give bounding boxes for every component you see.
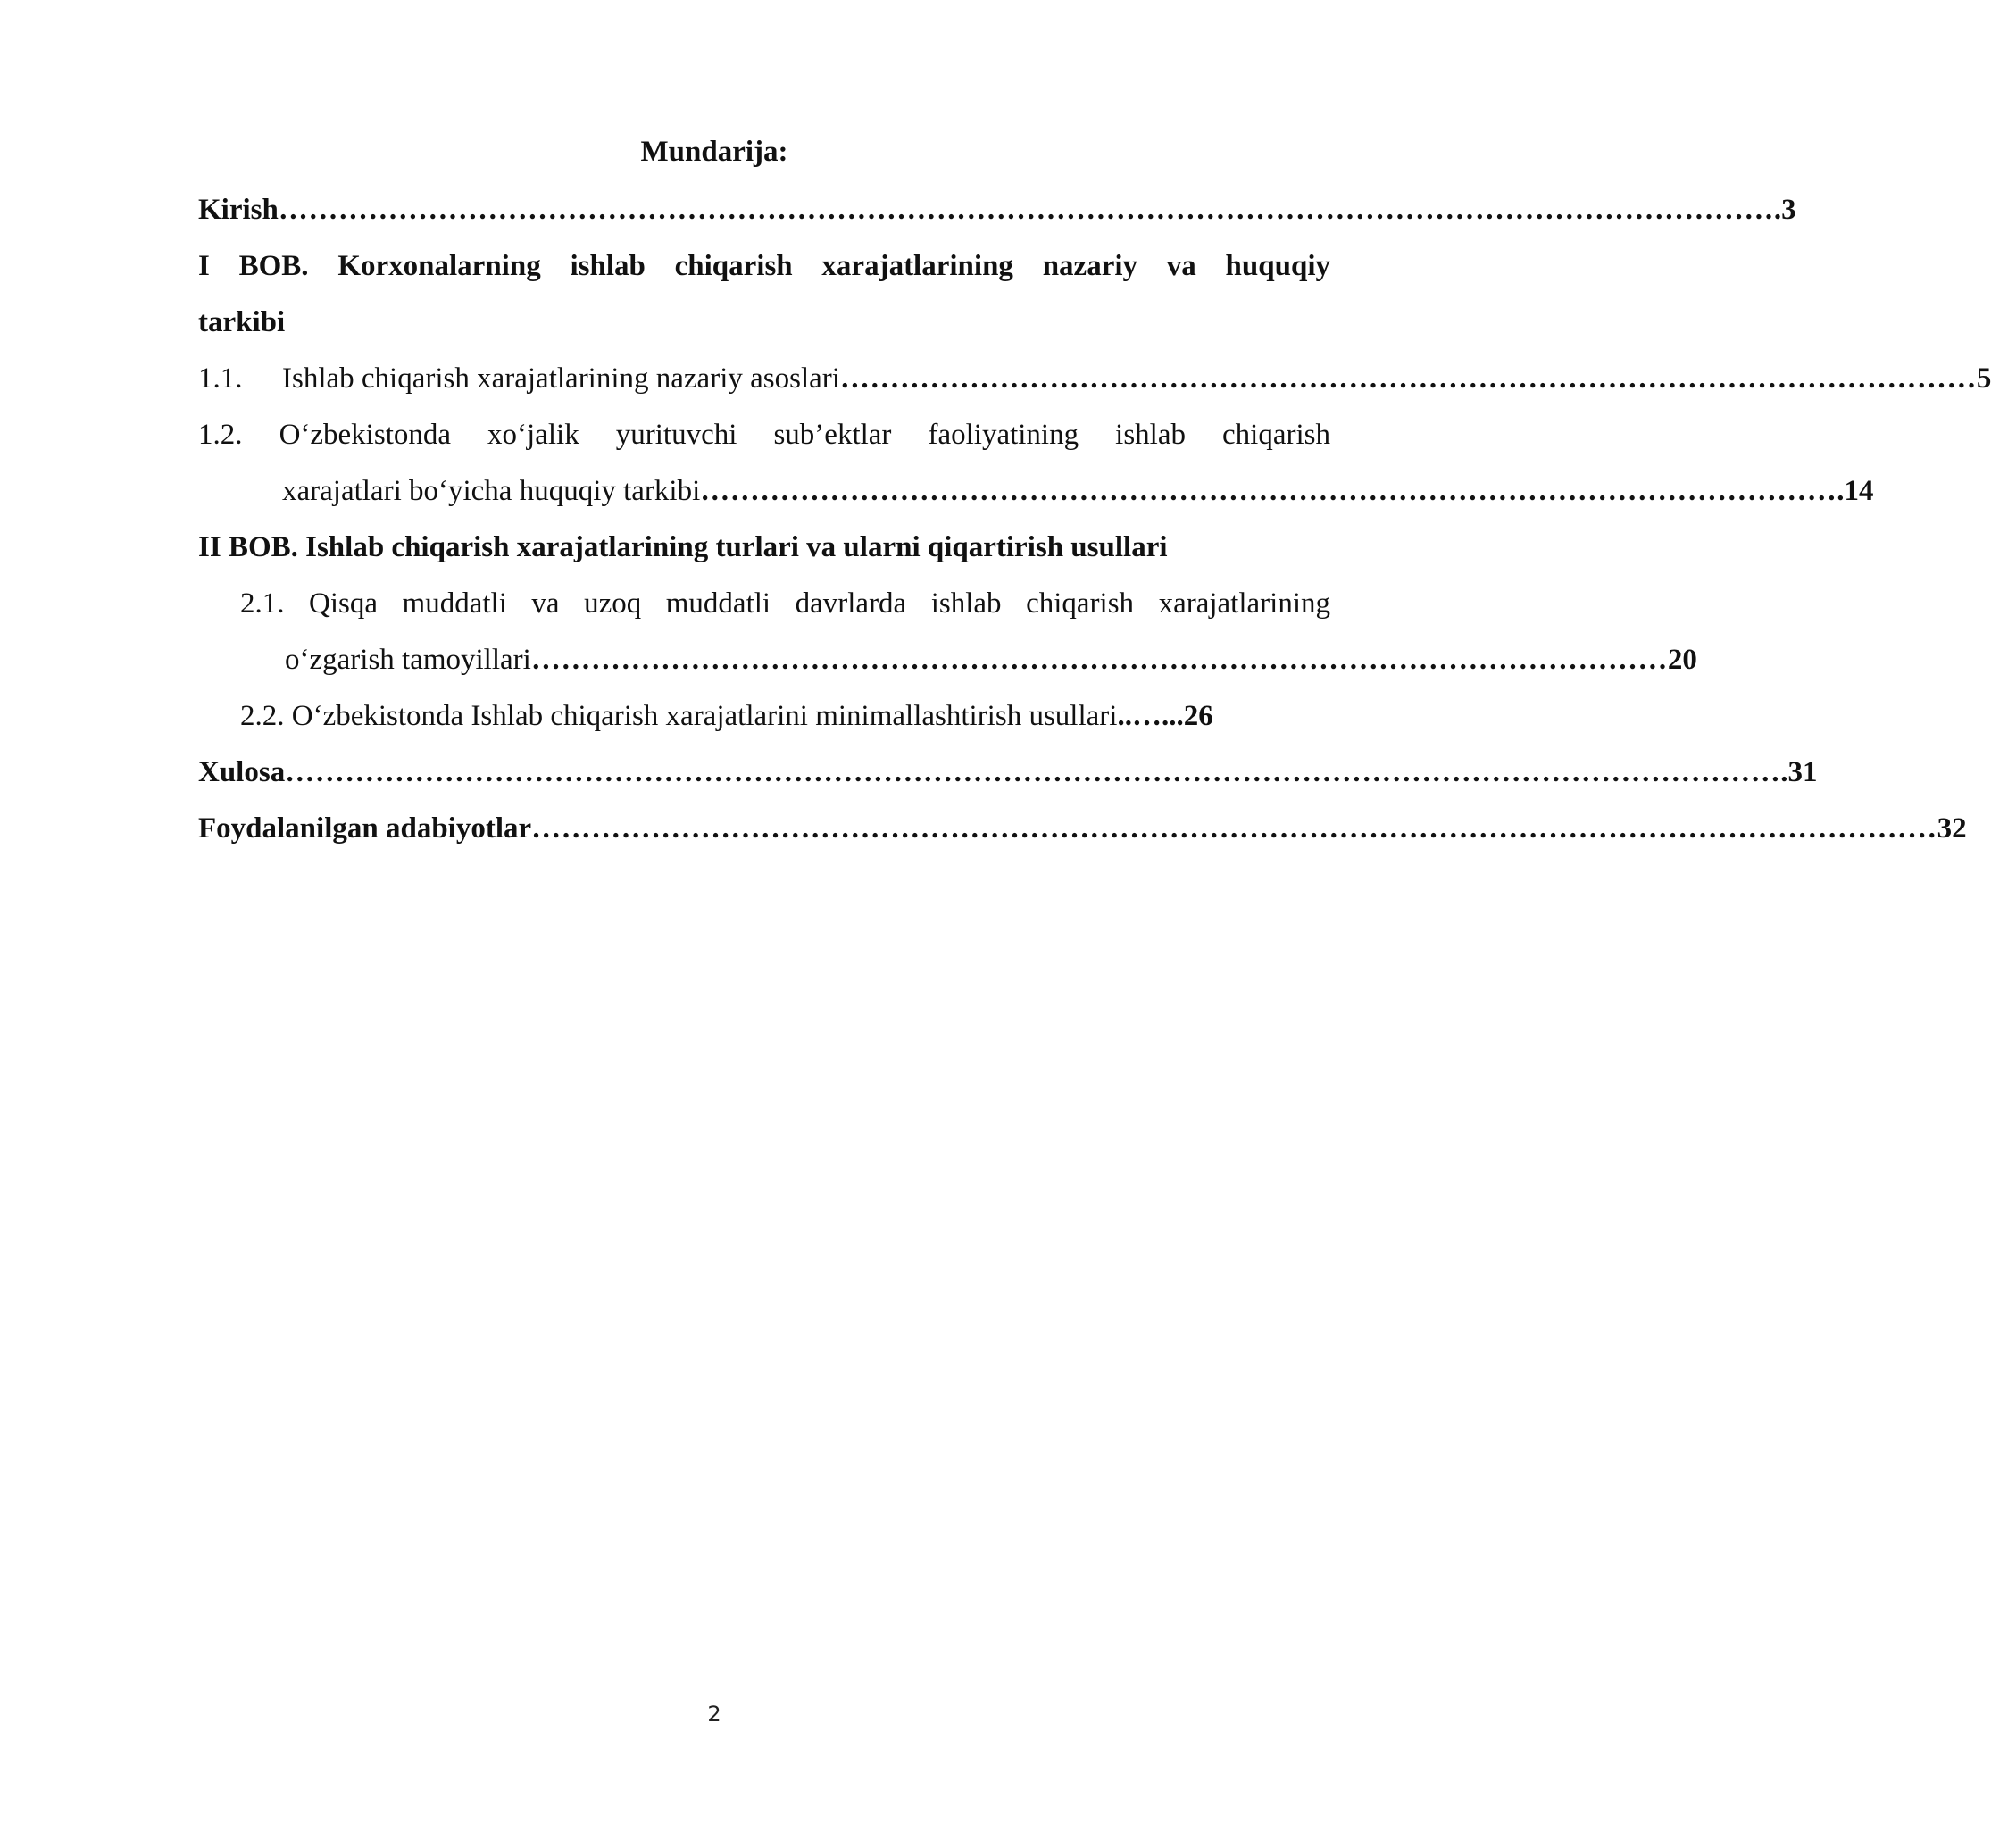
dot-leader: …………………………………………………………………………………………………… bbox=[839, 362, 1977, 395]
toc-chapter-2[interactable] bbox=[198, 520, 1330, 576]
toc-page-number: .14 bbox=[1837, 475, 1874, 507]
toc-page-number: .31 bbox=[1780, 756, 1818, 788]
toc-entry-label: tarkibi bbox=[198, 306, 286, 338]
dot-leader: …………………………………………………………………………………………………… bbox=[530, 644, 1668, 676]
toc-entry-number: 1.2. bbox=[198, 419, 243, 451]
toc-page-number: ..…...26 bbox=[1117, 700, 1213, 732]
toc-chapter-1-line1[interactable]: I BOB. Korxonalarning ishlab chiqarish xarajatlarining nazariy va huquqiy bbox=[198, 250, 1330, 282]
toc-entry-2-1-line1[interactable]: 2.1. Qisqa muddatli va uzoq muddatli davrlarda ishlab chiqarish xarajatlarining bbox=[240, 587, 1330, 620]
toc-entry-1-1[interactable] bbox=[198, 351, 1991, 407]
toc-entry-label: o‘zgarish tamoyillari bbox=[285, 644, 531, 676]
toc-entry-xulosa[interactable] bbox=[198, 745, 1818, 801]
dot-leader: …………………………………………………………………………………………………………………………… bbox=[531, 812, 1937, 845]
page-number: 2 bbox=[707, 1702, 721, 1727]
toc-entry-1-2-line1[interactable] bbox=[198, 407, 1330, 463]
toc-entry-label: Kirish bbox=[198, 194, 279, 226]
toc-chapter-1-line2 bbox=[198, 295, 1330, 351]
toc-title: Mundarija: bbox=[640, 136, 788, 168]
toc-entry-label: II BOB. Ishlab chiqarish xarajatlarining turlari va ularni qiqartirish usullari bbox=[198, 531, 1168, 563]
toc-entry-label: Ishlab chiqarish xarajatlarining nazariy asoslari bbox=[282, 362, 840, 395]
toc-entry-number: 1.1. bbox=[198, 362, 243, 395]
toc-page-number: 20 bbox=[1667, 644, 1697, 676]
toc-entry-label: Foydalanilgan adabiyotlar bbox=[198, 812, 532, 845]
table-of-contents bbox=[198, 182, 1991, 857]
toc-entry-2-1-line2[interactable] bbox=[198, 632, 1697, 688]
toc-page-number: .3 bbox=[1773, 194, 1796, 226]
toc-entry-adabiyotlar[interactable] bbox=[198, 801, 1967, 857]
toc-entry-2-2[interactable] bbox=[198, 688, 1330, 745]
dot-leader: …………………………………………………………………………………………………… bbox=[700, 475, 1837, 507]
toc-entry-label: O‘zbekistonda xo‘jalik yurituvchi sub’ektlar faoliyatining ishlab chiqarish bbox=[279, 419, 1331, 451]
toc-page-number: 32 bbox=[1937, 812, 1967, 845]
toc-entry-1-2-line2[interactable] bbox=[198, 463, 1874, 520]
dot-leader: …………………………………………………………………………………………………………………………………… bbox=[278, 194, 1774, 226]
toc-entry-label: 2.2. O‘zbekistonda Ishlab chiqarish xarajatlarini minimallashtirish usullari bbox=[240, 700, 1118, 732]
toc-page-number: 5 bbox=[1976, 362, 1991, 395]
toc-entry-label: xarajatlari bo‘yicha huquqiy tarkibi bbox=[282, 475, 701, 507]
dot-leader: …………………………………………………………………………………………………………………………………… bbox=[285, 756, 1781, 788]
toc-entry-kirish[interactable] bbox=[198, 182, 1796, 238]
toc-entry-label: Xulosa bbox=[198, 756, 286, 788]
